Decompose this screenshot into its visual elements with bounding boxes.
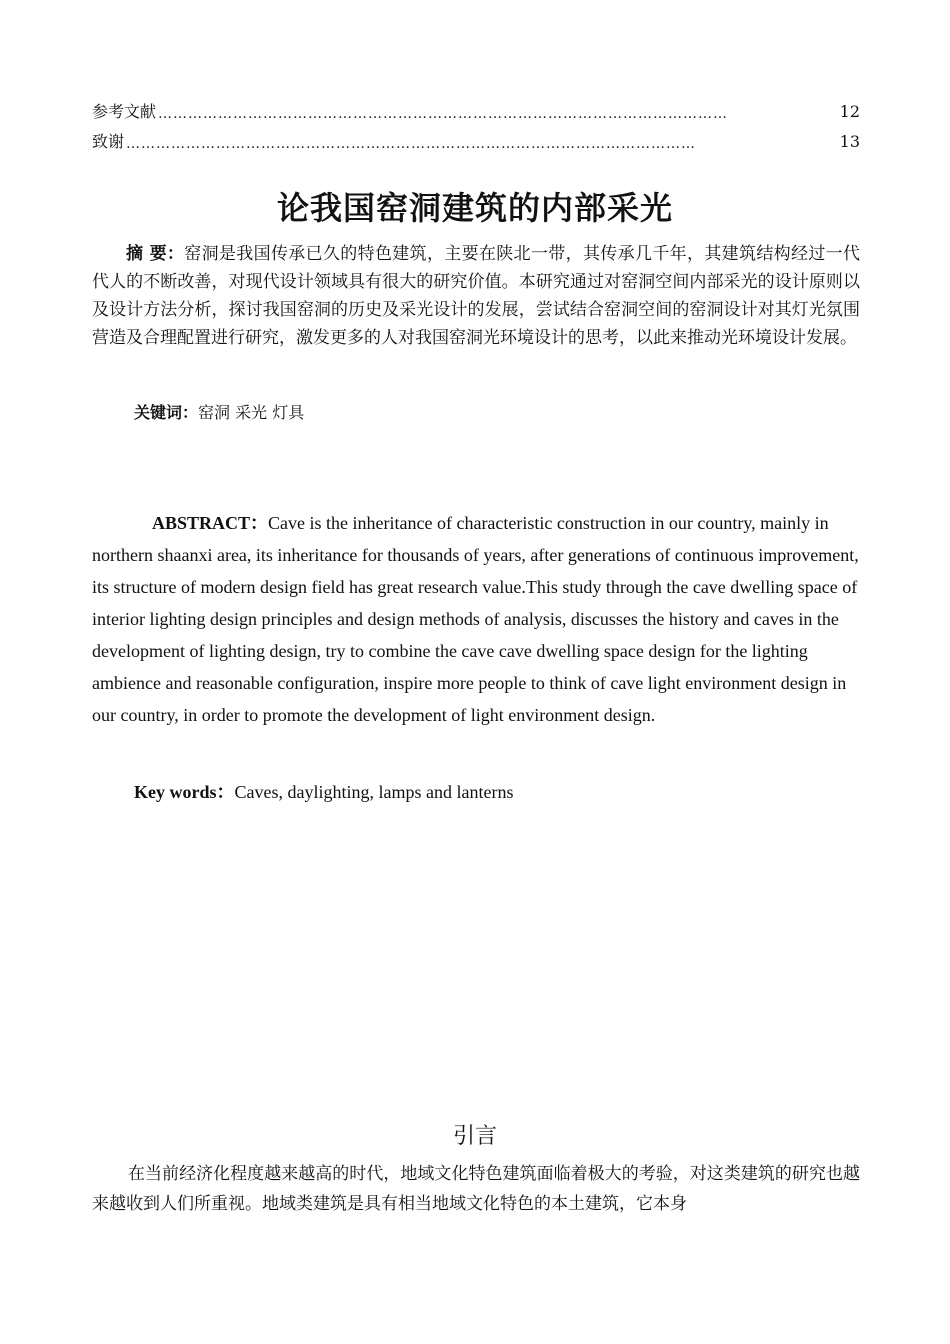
keywords-cn-text: 窑洞 采光 灯具: [198, 403, 305, 422]
intro-paragraph: 在当前经济化程度越来越高的时代，地域文化特色建筑面临着极大的考验，对这类建筑的研究也越来越收到人们所重视。地域类建筑是具有相当地域文化特色的本土建筑，它本身: [92, 1164, 860, 1214]
keywords-en-label: Key words：: [134, 782, 235, 802]
toc-entry-acknowledgements[interactable]: [92, 130, 860, 154]
keywords-cn-label: 关键词：: [134, 403, 199, 422]
toc-leader-dots: ……………………………………………………………………………………………………: [126, 136, 697, 152]
intro-heading: 引言: [452, 1124, 497, 1149]
abstract-en-text: Cave is the inheritance of characteristic construction in our country, mainly in northern shaanxi area, its inheritance for thousands of years, after generations of continuous improvement, its structure of modern design field has great research value.This study through the cave dwelling space of interior lighting design principles and design methods of analysis, discusses the history and caves in the development of lighting design, try to combine the cave cave dwelling space design for the lighting ambience and reasonable configuration, inspire more people to think of cave light environment design in our country, in order to promote the development of light environment design.: [92, 513, 859, 725]
toc-page-number: 13: [839, 132, 860, 151]
paper-title: 论我国窑洞建筑的内部采光: [276, 189, 673, 227]
abstract-english: [92, 507, 860, 731]
toc-label: 致谢: [92, 132, 125, 151]
abstract-en-label: ABSTRACT：: [152, 513, 269, 533]
keywords-en-text: Caves, daylighting, lamps and lanterns: [234, 782, 514, 802]
toc-entry-references[interactable]: [92, 100, 860, 124]
abstract-cn-label: 摘 要：: [126, 244, 185, 264]
abstract-cn-text: 窑洞是我国传承已久的特色建筑，主要在陕北一带，其传承几千年，其建筑结构经过一代代人的不断改善，对现代设计领域具有很大的研究价值。本研究通过对窑洞空间内部采光的设计原则以及设计方法分析，探讨我国窑洞的历史及采光设计的发展，尝试结合窑洞空间的窑洞设计对其灯光氛围营造及合理配置进行研究，激发更多的人对我国窑洞光环境设计的思考，以此来推动光环境设计发展。: [92, 244, 861, 348]
toc-label: 参考文献: [92, 102, 157, 121]
toc-page-number: 12: [839, 102, 860, 121]
abstract-chinese: [92, 240, 860, 352]
keywords-chinese: [134, 399, 304, 427]
keywords-english: [134, 776, 513, 808]
toc-leader-dots: ……………………………………………………………………………………………………: [158, 106, 729, 122]
